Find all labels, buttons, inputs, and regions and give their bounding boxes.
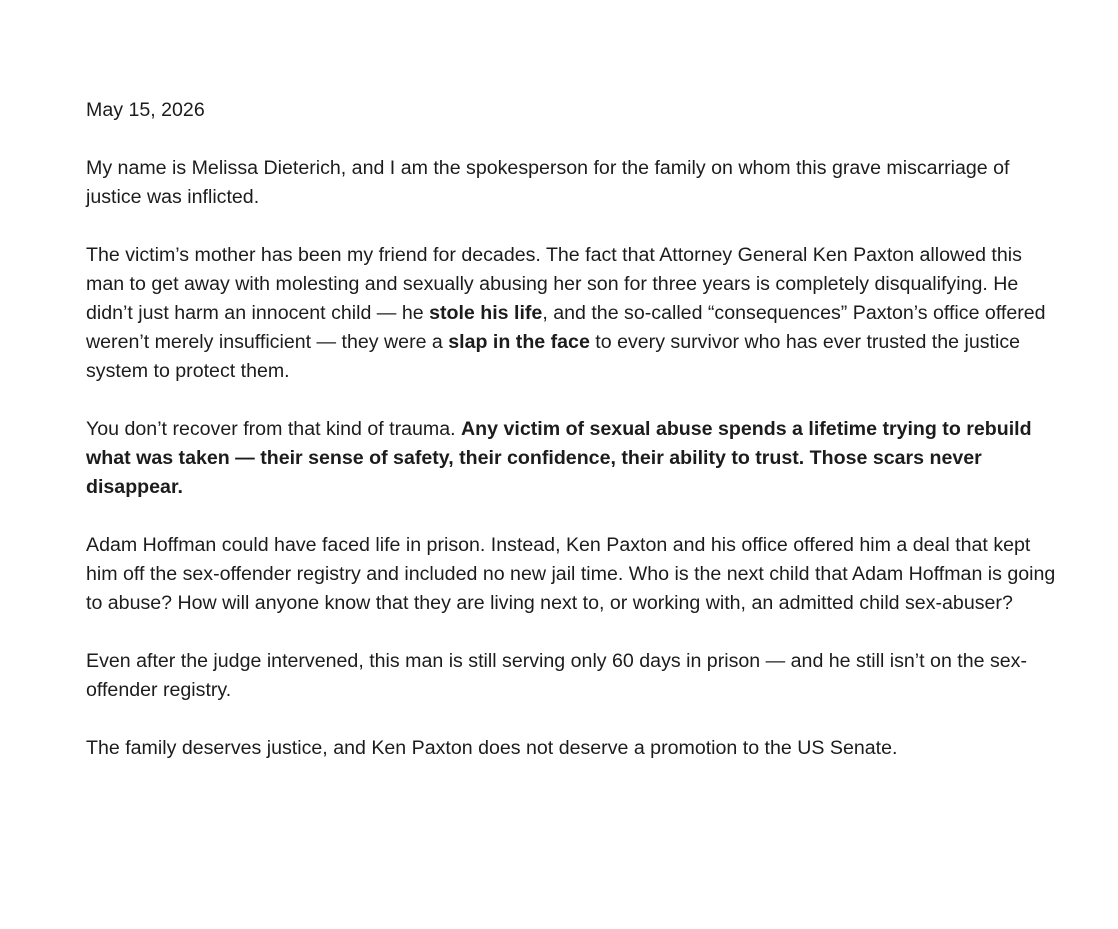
paragraph-text: , and the so-called “consequences” Paxton’s office offered weren’t merely insufficient — they were a <box>86 302 1046 353</box>
paragraph-conclusion: The family deserves justice, and Ken Paxton does not deserve a promotion to the US Senate. <box>86 737 898 759</box>
paragraph-victim-mother <box>86 241 1061 386</box>
paragraph-plea-deal: Adam Hoffman could have faced life in prison. Instead, Ken Paxton and his office offered him a deal that kept him off the sex-offender registry and included no new jail time. Who is the next child that Adam Hoffman is going to abuse? How will anyone know that they are living next to, or working with, an admitted child sex-abuser? <box>86 534 1056 614</box>
paragraph-judge: Even after the judge intervened, this man is still serving only 60 days in prison — and he still isn’t on the sex-offender registry. <box>86 650 1027 701</box>
letter-body <box>86 96 1061 763</box>
paragraph-trauma <box>86 415 1061 502</box>
paragraph-text: The victim’s mother has been my friend for decades. The fact that Attorney General Ken Paxton allowed this man to get away with molesting and sexually abusing her son for three years is completely disqualifying. He didn’t just harm an innocent child — he <box>86 244 1022 324</box>
paragraph-introduction: My name is Melissa Dieterich, and I am the spokesperson for the family on whom this grave miscarriage of justice was inflicted. <box>86 157 1010 208</box>
paragraph-text: to every survivor who has ever trusted the justice system to protect them. <box>86 331 1021 382</box>
bold-phrase: stole his life <box>429 302 543 324</box>
bold-statement: Any victim of sexual abuse spends a lifetime trying to rebuild what was taken — their sense of safety, their confidence, their ability to trust. Those scars never disappear. <box>86 418 1032 498</box>
bold-phrase: slap in the face <box>448 331 590 353</box>
letter-date: May 15, 2026 <box>86 99 205 121</box>
paragraph-text: You don’t recover from that kind of trauma. <box>86 418 462 440</box>
